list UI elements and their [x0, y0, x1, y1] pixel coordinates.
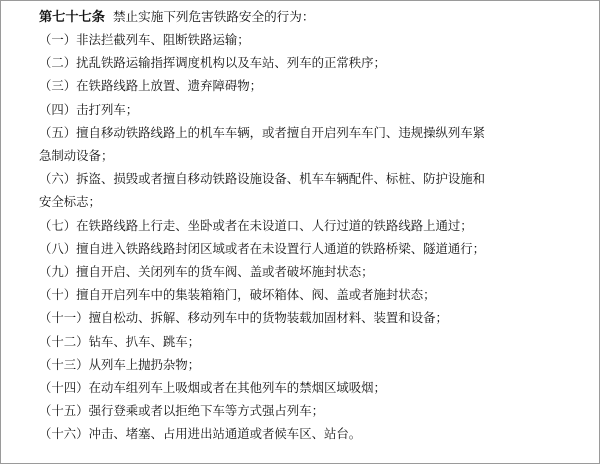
clause-number: （十四）: [39, 380, 89, 396]
clause-8: [39, 237, 569, 260]
clause-number: （九）: [39, 264, 77, 280]
clause-number: （十一）: [39, 310, 89, 326]
clause-text: 非法拦截列车、阻断铁路运输；: [76, 32, 250, 47]
clause-number: （四）: [39, 101, 77, 117]
clause-text: 擅自开启列车中的集装箱箱门，破坏箱体、阀、盖或者施封状态；: [76, 287, 436, 303]
clause-text: 在铁路线路上行走、坐卧或者在未设道口、人行过道的铁路线路上通过；: [76, 217, 473, 233]
clause-text: 钻车、扒车、跳车；: [88, 333, 201, 349]
article-number: 第七十七条: [39, 10, 105, 25]
clause-number: （七）: [39, 217, 77, 233]
clause-6: [39, 167, 569, 213]
clause-text: 击打列车；: [76, 101, 139, 117]
clause-text-continued: 安全标志；: [39, 194, 101, 210]
clause-15: [39, 399, 569, 422]
clause-number: （三）: [39, 78, 77, 94]
clause-13: [39, 353, 569, 376]
clause-text: 擅自移动铁路线路上的机车车辆，或者擅自开启列车车门、违规操纵列车紧: [76, 124, 486, 140]
clause-text: 强行登乘或者以拒绝下车等方式强占列车；: [88, 403, 324, 419]
article-body: [39, 5, 569, 446]
clause-number: （十六）: [39, 426, 89, 442]
clause-first-line: [39, 171, 485, 186]
clause-text: 拆盗、损毁或者擅自移动铁路设施设备、机车车辆配件、标桩、防护设施和: [76, 171, 486, 187]
clause-number: （十二）: [39, 333, 89, 349]
clause-1: [39, 28, 569, 51]
clause-text: 擅自进入铁路线路封闭区域或者在未设置行人通道的铁路桥梁、隧道通行；: [76, 240, 486, 256]
clause-14: [39, 376, 569, 399]
clause-text: 扰乱铁路运输指挥调度机构以及车站、列车的正常秩序；: [76, 55, 386, 71]
clause-number: （五）: [39, 124, 77, 140]
article-heading: 禁止实施下列危害铁路安全的行为：: [112, 9, 315, 24]
clause-10: [39, 283, 569, 306]
clause-number: （十三）: [39, 356, 89, 372]
clause-text: 冲击、堵塞、占用进出站通道或者候车区、站台。: [88, 426, 362, 442]
clause-text: 擅自开启、关闭列车的货车阀、盖或者破坏施封状态；: [76, 264, 374, 280]
clause-5: [39, 121, 569, 167]
clause-11: [39, 306, 569, 329]
clause-2: [39, 51, 569, 74]
clause-12: [39, 330, 569, 353]
clause-16: [39, 422, 569, 445]
clause-4: [39, 98, 569, 121]
clause-text: 从列车上抛扔杂物；: [88, 356, 201, 372]
clause-9: [39, 260, 569, 283]
clause-number: （十）: [39, 287, 77, 303]
clause-text: 在铁路线路上放置、遗弃障碍物；: [76, 78, 263, 94]
clause-number: （二）: [39, 55, 77, 71]
clause-3: [39, 74, 569, 97]
clause-number: （一）: [39, 32, 77, 47]
clause-number: （八）: [39, 240, 77, 256]
article-heading-line: [39, 5, 569, 28]
clause-number: （六）: [39, 171, 77, 187]
clause-text-continued: 急制动设备；: [39, 148, 114, 164]
clause-first-line: [39, 125, 485, 140]
clause-text: 擅自松动、拆解、移动列车中的货物装载加固材料、装置和设备；: [88, 310, 448, 326]
clause-7: [39, 214, 569, 237]
clause-number: （十五）: [39, 403, 89, 419]
clause-text: 在动车组列车上吸烟或者在其他列车的禁烟区域吸烟；: [88, 380, 386, 396]
